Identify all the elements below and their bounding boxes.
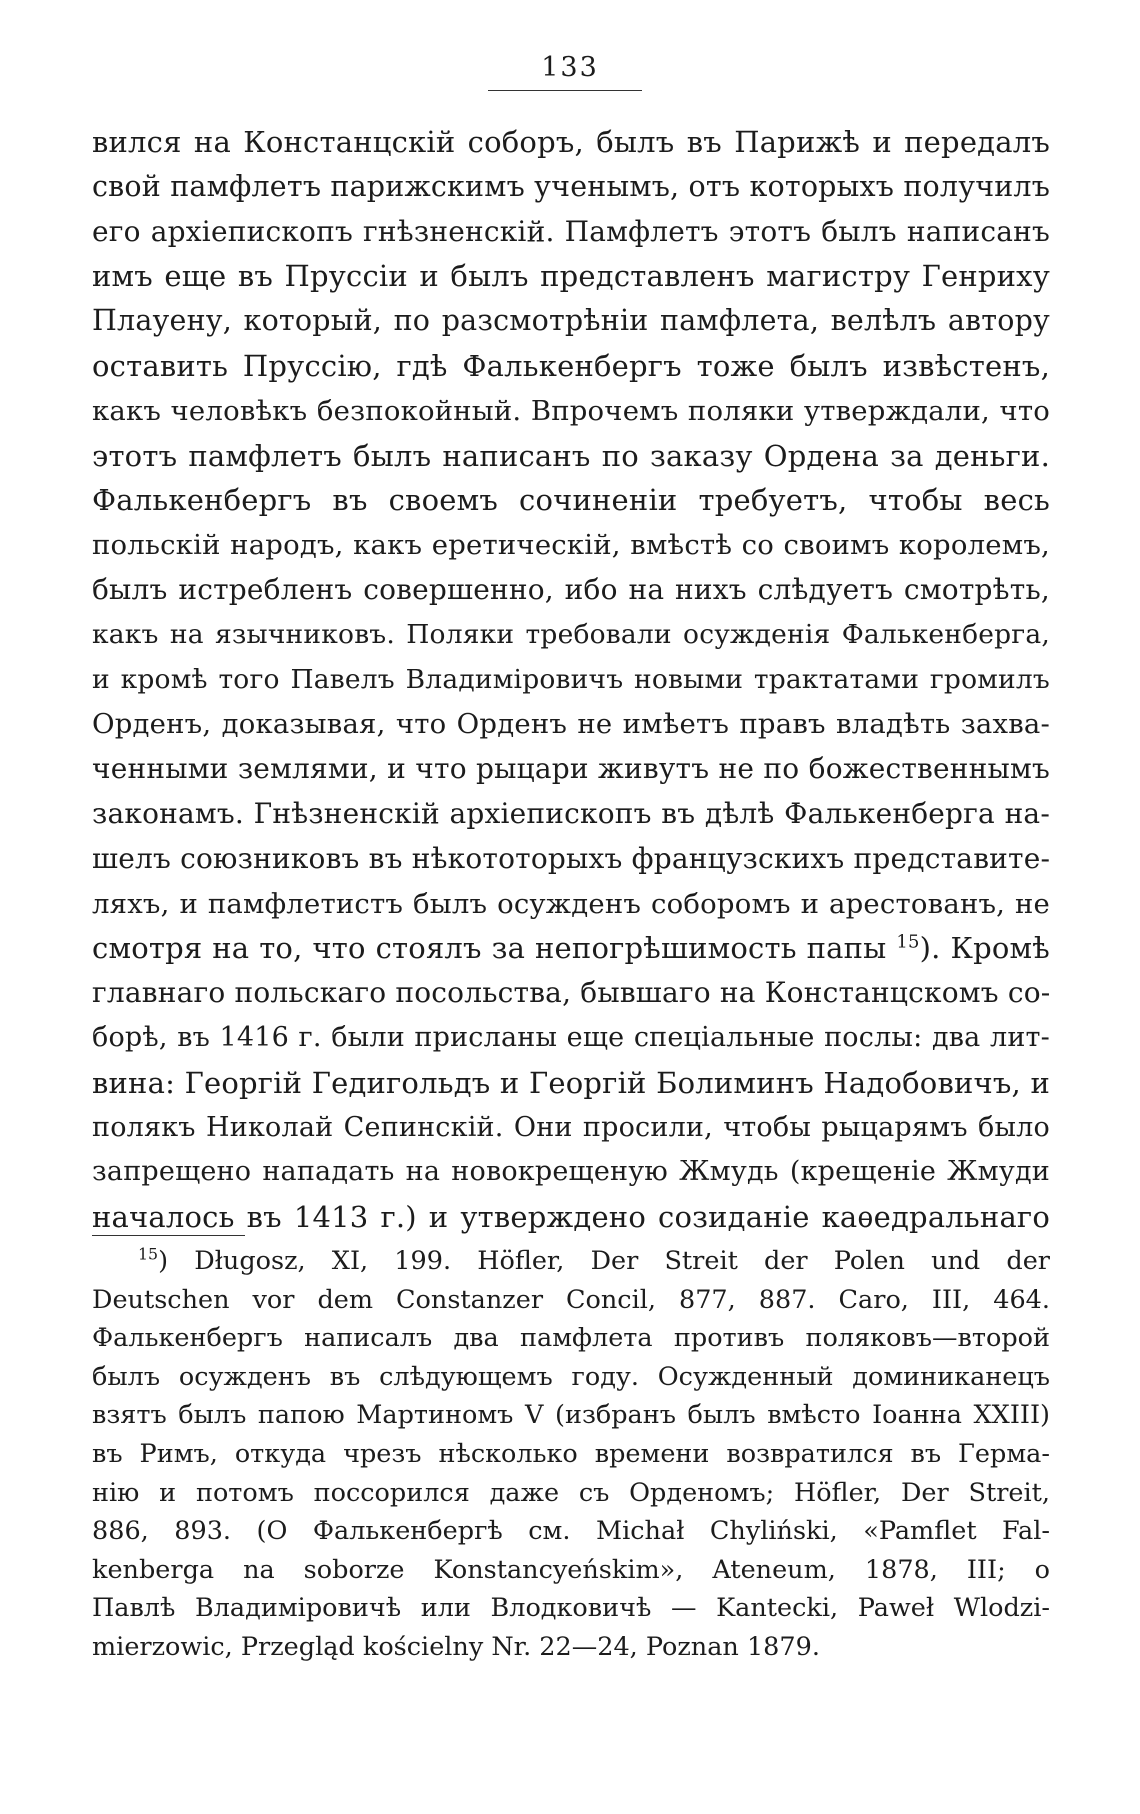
text-line: этотъ памфлетъ былъ написанъ по заказу Ордена за деньги. (92, 438, 1050, 473)
footnote-line: 886, 893. (О Фалькенбергѣ см. Michał Chyliński, «Pamflet Fal- (92, 1516, 1050, 1547)
footnote-line: Павлѣ Владиміровичѣ или Влодковичѣ — Kantecki, Paweł Wlodzi- (92, 1593, 1050, 1624)
footnote-line: въ Римъ, откуда чрезъ нѣсколько времени возвратился въ Герма- (92, 1438, 1050, 1469)
text-line: польскій народъ, какъ еретическій, вмѣстѣ со своимъ королемъ, (92, 529, 1050, 562)
footnote-line: былъ осужденъ въ слѣдующемъ году. Осужденный доминиканецъ (92, 1361, 1050, 1392)
page-number: 133 (541, 52, 599, 83)
footnote-text: ) Długosz, XI, 199. Höfler, Der Streit der Polen und der (158, 1246, 1050, 1276)
text-line: началось въ 1413 г.) и утверждено созиданіе каѳедральнаго (92, 1200, 1050, 1235)
footnote-line: нію и потомъ поссорился даже съ Орденомъ; Höfler, Der Streit, (92, 1477, 1050, 1508)
text-line: вина: Георгій Гедигольдъ и Георгій Болиминъ Надобовичъ, и (92, 1065, 1050, 1100)
text-line: борѣ, въ 1416 г. были присланы еще спеціальные послы: два лит- (92, 1021, 1050, 1053)
text-line: ченными землями, и что рыцари живутъ не по божественнымъ (92, 752, 1050, 786)
text-line: Фалькенбергъ въ своемъ сочиненіи требуетъ, чтобы весь (92, 483, 1050, 518)
footnote-marker: 15 (138, 1244, 159, 1264)
text-line: Орденъ, доказывая, что Орденъ не имѣетъ правъ владѣть захва- (92, 708, 1050, 741)
text-line: имъ еще въ Пруссіи и былъ представленъ магистру Генриху (92, 259, 1050, 294)
footnote-line: mierzowic, Przegląd kościelny Nr. 22—24, Poznan 1879. (92, 1631, 820, 1662)
text-line: запрещено нападать на новокрещеную Жмудь (крещеніе Жмуди (92, 1156, 1050, 1188)
footnote-line (92, 1242, 1050, 1281)
text-line: оставить Пруссію, гдѣ Фалькенбергъ тоже былъ извѣстенъ, (92, 348, 1050, 383)
footnote (92, 1242, 1050, 1667)
footnote-line: Фалькенбергъ написалъ два памфлета противъ поляковъ—второй (92, 1323, 1050, 1354)
text-line-with-footnote-ref (92, 926, 1050, 971)
text-line: полякъ Николай Сепинскій. Они просили, чтобы рыцарямъ было (92, 1111, 1050, 1143)
text-line: какъ на язычниковъ. Поляки требовали осужденія Фалькенберга, (92, 618, 1050, 650)
footnote-ref[interactable]: 15 (896, 931, 920, 953)
text-line: ляхъ, и памфлетистъ былъ осужденъ соборомъ и арестованъ, не (92, 887, 1050, 920)
footnote-line: взятъ былъ папою Мартиномъ V (избранъ былъ вмѣсто Іоанна XXIII) (92, 1400, 1050, 1431)
text-segment: ). Кромѣ (919, 931, 1050, 966)
text-line: главнаго польскаго посольства, бывшаго на Констанцскомъ со- (92, 976, 1051, 1010)
text-line: какъ человѣкъ безпокойный. Впрочемъ поляки утверждали, что (92, 394, 1050, 427)
text-line: былъ истребленъ совершенно, ибо на нихъ слѣдуетъ смотрѣть, (92, 572, 1050, 606)
text-line: и кромѣ того Павелъ Владиміровичъ новыми трактатами громилъ (92, 663, 1050, 695)
text-segment: смотря на то, что стоялъ за непогрѣшимость папы (92, 931, 887, 966)
footnote-separator (92, 1235, 245, 1236)
footnote-line: kenberga na soborze Konstancyeńskim», Ateneum, 1878, III; о (92, 1554, 1050, 1585)
text-line: законамъ. Гнѣзненскій архіепископъ въ дѣлѣ Фалькенберга на- (92, 796, 1050, 830)
footnote-line: Deutschen vor dem Constanzer Concil, 877, 887. Caro, III, 464. (92, 1284, 1050, 1315)
text-line: Плауену, который, по разсмотрѣніи памфлета, велѣлъ автору (92, 304, 1050, 338)
text-line: свой памфлетъ парижскимъ ученымъ, отъ которыхъ получилъ (92, 169, 1051, 203)
text-line: вился на Констанцскій соборъ, былъ въ Парижѣ и передалъ (92, 125, 1050, 159)
page-number-rule (488, 90, 642, 91)
main-text (92, 120, 1050, 1240)
text-line: шелъ союзниковъ въ нѣкототорыхъ французскихъ представите- (92, 841, 1051, 875)
text-line: его архіепископъ гнѣзненскій. Памфлетъ этотъ былъ написанъ (92, 214, 1050, 248)
